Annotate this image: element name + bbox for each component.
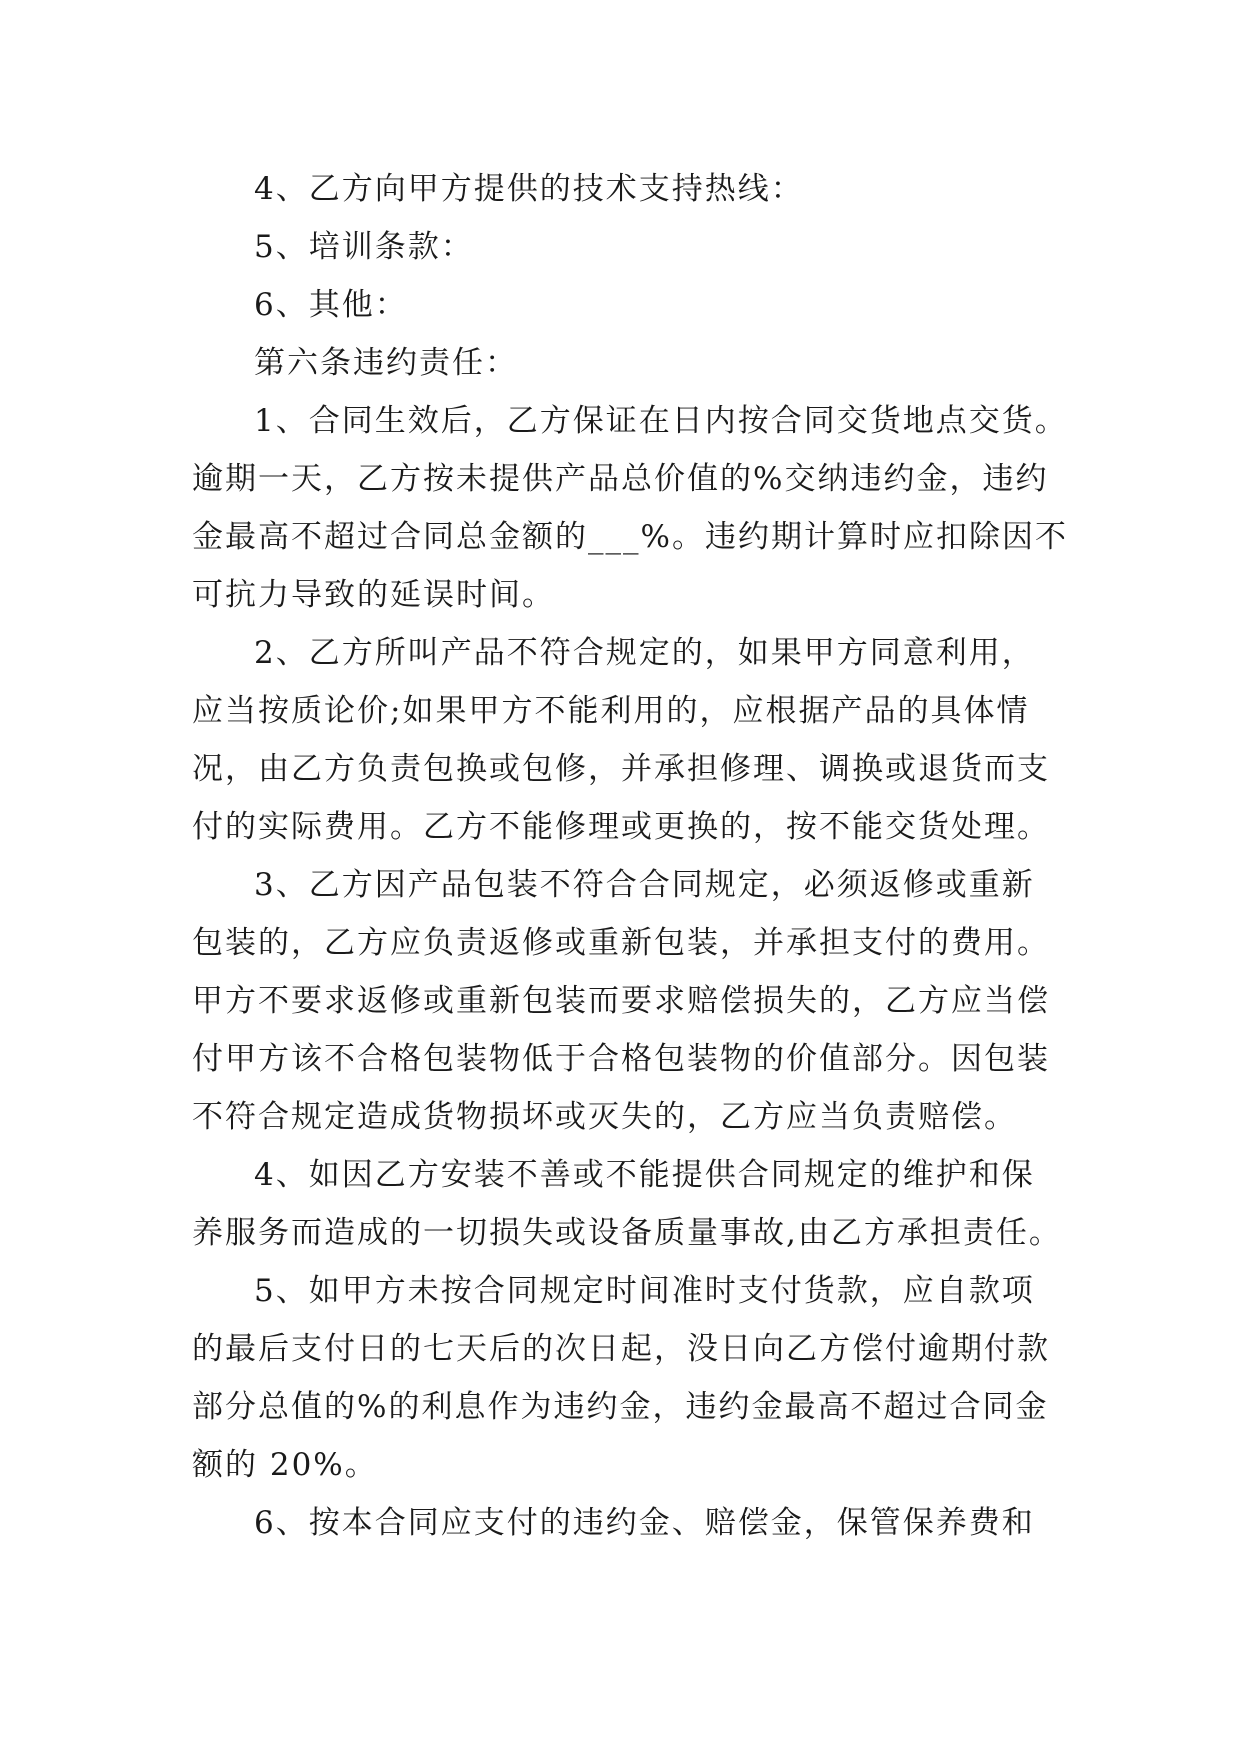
text-line: 金最高不超过合同总金额的___%。违约期计算时应扣除因不 <box>192 519 1068 555</box>
text-line: 养服务而造成的一切损失或设备质量事故,由乙方承担责任。 <box>192 1215 1062 1251</box>
text-line: 1、合同生效后，乙方保证在日内按合同交货地点交货。 <box>254 403 1068 439</box>
text-line: 不符合规定造成货物损坏或灭失的，乙方应当负责赔偿。 <box>192 1099 1017 1135</box>
text-line: 额的 20%。 <box>192 1447 378 1483</box>
text-line: 5、如甲方未按合同规定时间准时支付货款，应自款项 <box>254 1273 1035 1309</box>
text-line: 应当按质论价;如果甲方不能利用的，应根据产品的具体情 <box>192 693 1030 729</box>
section-heading: 第六条违约责任： <box>254 345 518 381</box>
text-line: 2、乙方所叫产品不符合规定的，如果甲方同意利用， <box>254 635 1035 671</box>
text-line: 部分总值的%的利息作为违约金，违约金最高不超过合同金 <box>192 1389 1049 1425</box>
text-line: 付的实际费用。乙方不能修理或更换的，按不能交货处理。 <box>192 809 1050 845</box>
text-line: 可抗力导致的延误时间。 <box>192 577 555 613</box>
text-line: 5、培训条款： <box>254 229 474 265</box>
text-line: 4、如因乙方安装不善或不能提供合同规定的维护和保 <box>254 1157 1035 1193</box>
text-line: 4、乙方向甲方提供的技术支持热线： <box>254 171 804 207</box>
text-line: 的最后支付日的七天后的次日起，没日向乙方偿付逾期付款 <box>192 1331 1050 1367</box>
contract-text <box>192 160 1068 1552</box>
text-line: 甲方不要求返修或重新包装而要求赔偿损失的，乙方应当偿 <box>192 983 1050 1019</box>
text-line: 包装的，乙方应负责返修或重新包装，并承担支付的费用。 <box>192 925 1050 961</box>
text-line: 3、乙方因产品包装不符合合同规定，必须返修或重新 <box>254 867 1035 903</box>
text-line: 付甲方该不合格包装物低于合格包装物的价值部分。因包装 <box>192 1041 1050 1077</box>
text-line: 逾期一天，乙方按未提供产品总价值的%交纳违约金，违约 <box>192 461 1049 497</box>
text-line: 况，由乙方负责包换或包修，并承担修理、调换或退货而支 <box>192 751 1050 787</box>
text-line: 6、其他： <box>254 287 408 323</box>
text-line: 6、按本合同应支付的违约金、赔偿金，保管保养费和 <box>254 1505 1035 1541</box>
